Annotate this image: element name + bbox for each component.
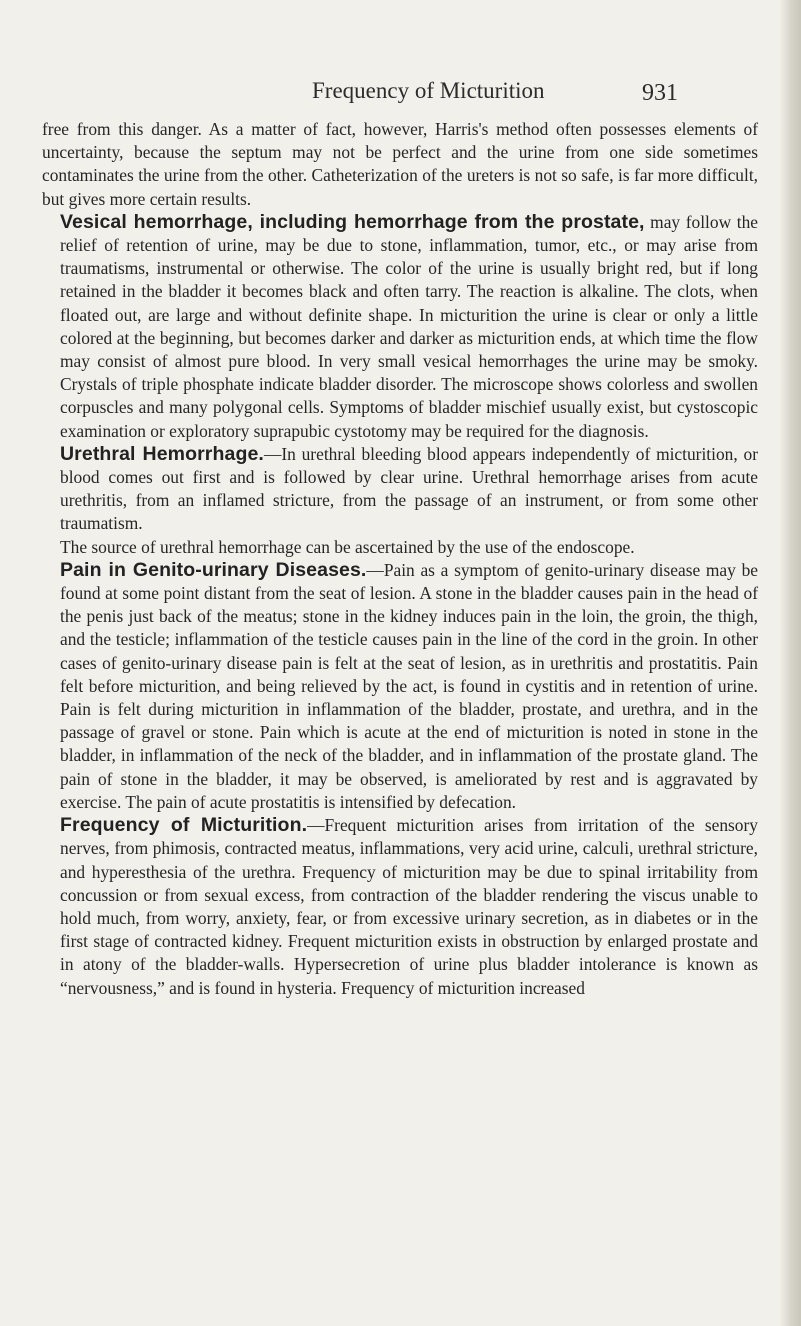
paragraph-vesical-hemorrhage [42, 211, 758, 443]
section-heading-pain: Pain in Genito-urinary Diseases. [60, 558, 367, 581]
paragraph-pain [42, 559, 758, 814]
section-heading-urethral-hemorrhage: Urethral Hemorrhage. [60, 442, 264, 465]
paragraph-continuation: free from this danger. As a matter of fact, however, Harris's method often possesses elements of uncertainty, because the septum may not be perfect and the urine from one side sometimes contaminates the urine from the other. Catheterization of the ureters is not so safe, is far more difficult, but gives more certain results. [42, 119, 758, 209]
section-heading-vesical-hemorrhage: Vesical hemorrhage, including hemorrhage from the prostate, [60, 210, 645, 233]
section-text-urethral-hemorrhage: —In urethral bleeding blood appears independently of micturition, or blood comes out first and is followed by clear urine. Urethral hemorrhage arises from acute urethritis, from an inflamed stricture, from the passage of an instrument, or from some other traumatism. [60, 443, 758, 534]
body-text [42, 118, 758, 1000]
paragraph-frequency [42, 814, 758, 1000]
running-title: Frequency of Micturition [312, 78, 545, 103]
section-text-vesical-hemorrhage: may follow the relief of retention of urine, may be due to stone, inflammation, tumor, etc., or may arise from traumatisms, instrumental or otherwise. The color of the urine is usually bright red, but if long retained in the bladder it becomes black and often tarry. The reaction is alkaline. The clots, when floated out, are large and without definite shape. In micturition the urine is clear or only a little colored at the beginning, but becomes darker and darker as micturition ends, at which time the flow may consist of almost pure blood. In very small vesical hemorrhages the urine may be smoky. Crystals of triple phosphate indicate bladder disorder. The microscope shows colorless and swollen corpuscles and many polygonal cells. Symptoms of bladder mischief usually exist, but cystoscopic examination or exploratory suprapubic cystotomy may be required for the diagnosis. [60, 211, 758, 441]
page-number: 931 [642, 80, 678, 106]
section-heading-frequency: Frequency of Micturition. [60, 814, 308, 837]
paragraph-urethral-hemorrhage [42, 443, 758, 536]
paragraph-urethral-endoscope: The source of urethral hemorrhage can be ascertained by the use of the endoscope. [60, 536, 635, 557]
section-text-pain: —Pain as a symptom of genito-urinary disease may be found at some point distant from the seat of lesion. A stone in the bladder causes pain in the head of the penis just back of the meatus; stone in the kidney induces pain in the loin, the groin, the thigh, and the testicle; inflammation of the testicle causes pain in the line of the cord in the groin. In other cases of genito-urinary disease pain is felt at the seat of lesion, as in urethritis and prostatitis. Pain felt before micturition, and being relieved by the act, is found in cystitis and in retention of urine. Pain is felt during micturition in inflammation of the bladder, prostate, and urethra, and in the passage of gravel or stone. Pain which is acute at the end of micturition is noted in stone in the bladder, in inflammation of the neck of the bladder, and in inflammation of the prostate gland. The pain of stone in the bladder, it may be observed, is ameliorated by rest and is aggravated by exercise. The pain of acute prostatitis is intensified by defecation. [60, 559, 758, 812]
section-text-frequency: —Frequent micturition arises from irritation of the sensory nerves, from phimosis, contracted meatus, inflammations, very acid urine, calculi, urethral stricture, and hyperesthesia of the urethra. Frequency of micturition may be due to spinal irritability from concussion or from sexual excess, from contraction of the bladder rendering the viscus unable to hold much, from worry, anxiety, fear, or from excessive urinary secretion, as in diabetes or in the first stage of contracted kidney. Frequent micturition exists in obstruction by enlarged prostate and in atony of the bladder-walls. Hypersecretion of urine plus bladder intolerance is known as “nervousness,” and is found in hysteria. Frequency of micturition increased [60, 815, 758, 998]
page-edge-shadow [779, 0, 801, 1326]
